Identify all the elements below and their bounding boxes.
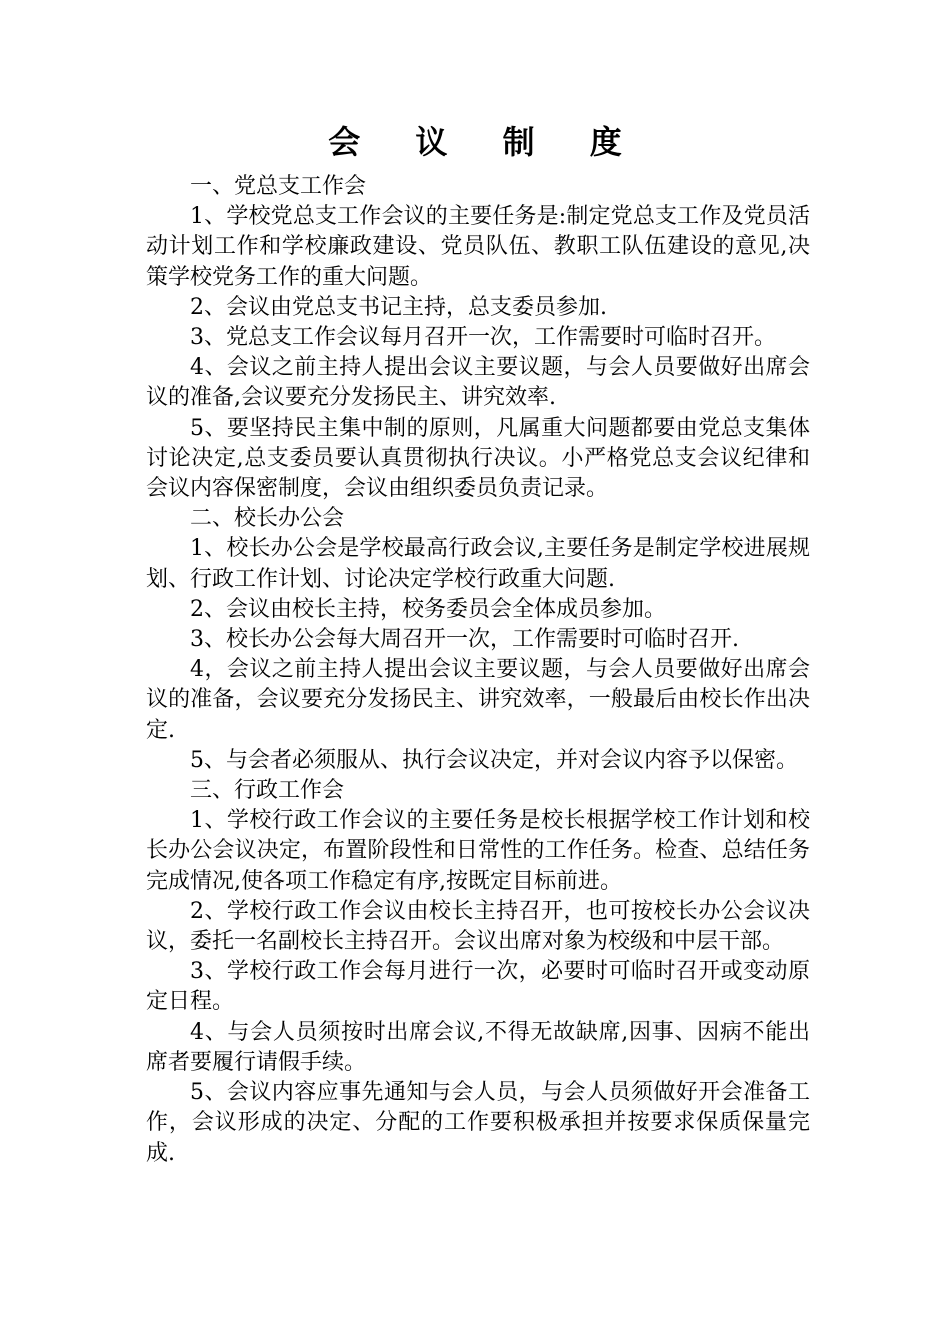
paragraph: 2、学校行政工作会议由校长主持召开，也可按校长办公会议决议，委托一名副校长主持召开。会议出席对象为校级和中层干部。 xyxy=(146,898,810,955)
document-title: 会 议 制 度 xyxy=(328,123,644,161)
section-heading-administrative: 三、行政工作会 xyxy=(190,778,345,804)
paragraph: 3、党总支工作会议每月召开一次，工作需要时可临时召开。 xyxy=(190,325,776,351)
paragraph: 3、校长办公会每大周召开一次，工作需要时可临时召开. xyxy=(190,627,739,653)
section-heading-party-branch: 一、党总支工作会 xyxy=(190,174,367,199)
paragraph: 4、与会人员须按时出席会议,不得无故缺席,因事、因病不能出席者要履行请假手续。 xyxy=(146,1019,810,1075)
paragraph: 1、校长办公会是学校最高行政会议,主要任务是制定学校进展规划、行政工作计划、讨论决定学校行政重大问题. xyxy=(146,536,810,592)
paragraph: 1、学校行政工作会议的主要任务是校长根据学校工作计划和校长办公会议决定，布置阶段性和日常性的工作任务。检查、总结任务完成情况,使各项工作稳定有序,按既定目标前进。 xyxy=(146,808,810,894)
document-body xyxy=(146,172,810,1169)
paragraph: 1、学校党总支工作会议的主要任务是:制定党总支工作及党员活动计划工作和学校廉政建设、党员队伍、教职工队伍建设的意见,决策学校党务工作的重大问题。 xyxy=(146,204,810,290)
paragraph: 5、与会者必须服从、执行会议决定，并对会议内容予以保密。 xyxy=(190,747,798,773)
section-heading-principal-office: 二、校长办公会 xyxy=(190,506,345,532)
paragraph: 3、学校行政工作会每月进行一次，必要时可临时召开或变动原定日程。 xyxy=(146,959,810,1015)
paragraph: 4、会议之前主持人提出会议主要议题，与会人员要做好出席会议的准备,会议要充分发扬民主、讲究效率. xyxy=(146,355,810,411)
paragraph: 5、会议内容应事先通知与会人员，与会人员须做好开会准备工作，会议形成的决定、分配的工作要积极承担并按要求保质保量完成. xyxy=(146,1080,810,1166)
paragraph: 2、会议由校长主持，校务委员会全体成员参加。 xyxy=(190,596,666,622)
paragraph: 2、会议由党总支书记主持，总支委员参加. xyxy=(190,294,607,320)
paragraph: 4，会议之前主持人提出会议主要议题，与会人员要做好出席会议的准备，会议要充分发扬民主、讲究效率，一般最后由校长作出决定. xyxy=(146,657,810,743)
paragraph: 5、要坚持民主集中制的原则，凡属重大问题都要由党总支集体讨论决定,总支委员要认真贯彻执行决议。小严格党总支会议纪律和会议内容保密制度，会议由组织委员负责记录。 xyxy=(146,415,810,502)
